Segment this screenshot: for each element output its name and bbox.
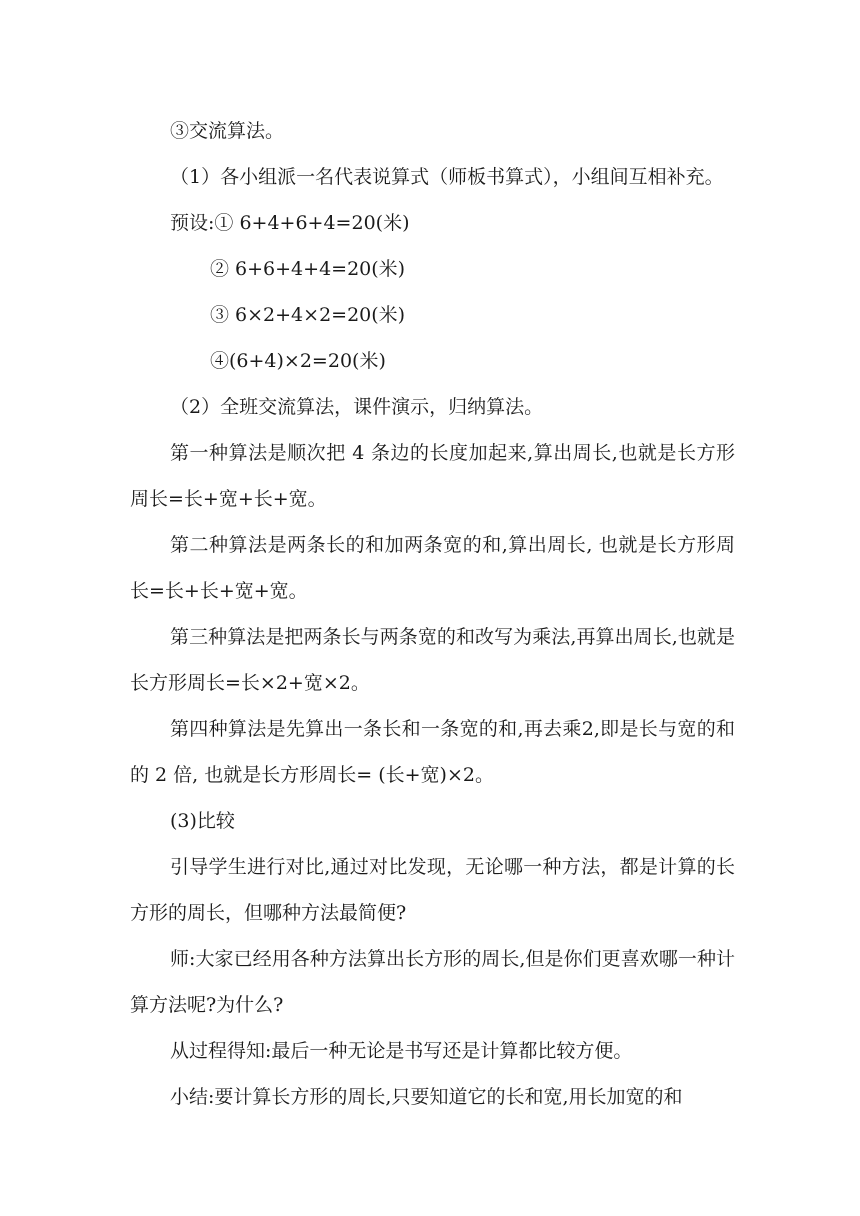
method-1-paragraph: 第一种算法是顺次把 4 条边的长度加起来,算出周长,也就是长方形周长=长+宽+长+宽。	[130, 442, 735, 510]
step-2-text: （2）全班交流算法，课件演示，归纳算法。	[170, 396, 544, 418]
preset-formula-2: ② 6+6+4+4=20(米)	[210, 258, 406, 280]
step-3-heading: (3)比较	[170, 810, 235, 832]
document-body	[130, 108, 735, 1120]
section-heading: ③交流算法。	[170, 120, 285, 142]
conclusion-text: 从过程得知:最后一种无论是书写还是计算都比较方便。	[170, 1040, 633, 1062]
method-3-paragraph: 第三种算法是把两条长与两条宽的和改写为乘法,再算出周长,也就是长方形周长=长×2+宽×2。	[130, 626, 735, 694]
preset-formula-1: 预设:① 6+4+6+4=20(米)	[170, 212, 410, 234]
preset-formula-3: ③ 6×2+4×2=20(米)	[210, 304, 406, 326]
method-2-paragraph: 第二种算法是两条长的和加两条宽的和,算出周长, 也就是长方形周长=长+长+宽+宽。	[130, 534, 735, 602]
teacher-question-paragraph: 师:大家已经用各种方法算出长方形的周长,但是你们更喜欢哪一种计算方法呢?为什么?	[130, 948, 735, 1016]
preset-formula-4: ④(6+4)×2=20(米)	[210, 350, 386, 372]
step-1-text: （1）各小组派一名代表说算式（师板书算式），小组间互相补充。	[170, 166, 724, 188]
summary-paragraph: 小结:要计算长方形的周长,只要知道它的长和宽,用长加宽的和	[170, 1086, 683, 1108]
method-4-paragraph: 第四种算法是先算出一条长和一条宽的和,再去乘2,即是长与宽的和的 2 倍, 也就是长方形周长= (长+宽)×2。	[130, 718, 735, 786]
compare-paragraph: 引导学生进行对比,通过对比发现，无论哪一种方法，都是计算的长方形的周长，但哪种方法最简便?	[130, 856, 735, 924]
